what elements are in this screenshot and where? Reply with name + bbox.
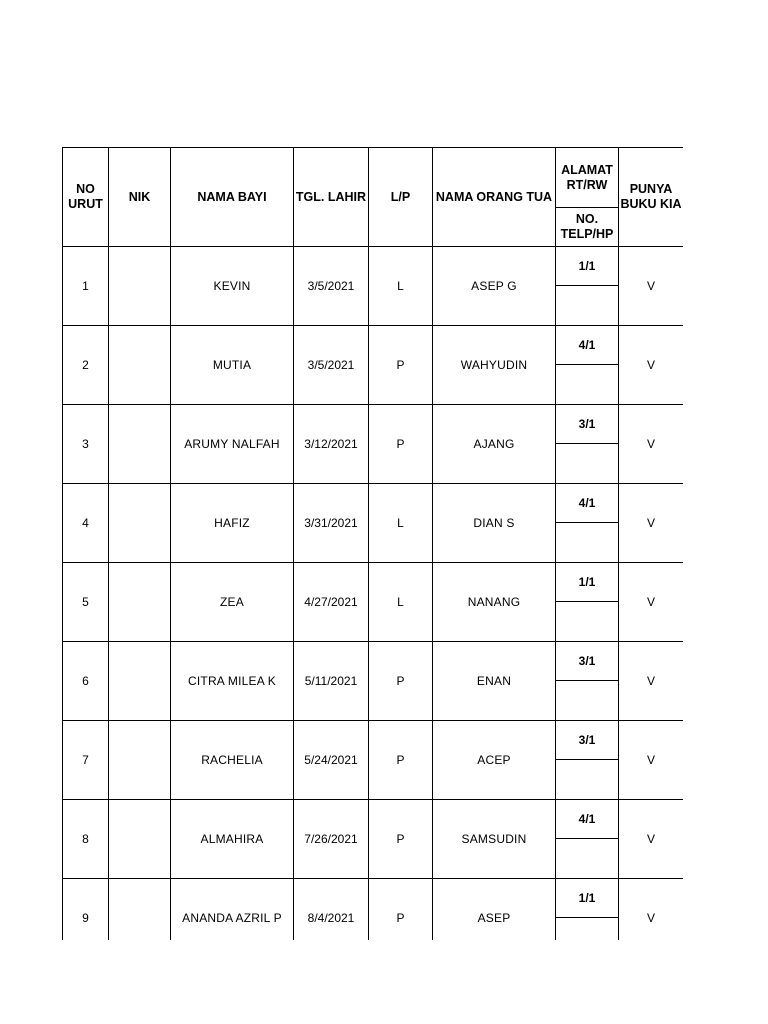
cell-alamat-rt-rw: 3/1 <box>556 642 619 681</box>
cell-punya-buku-kia: V <box>619 405 684 484</box>
cell-lp: P <box>369 642 433 721</box>
cell-punya-buku-kia: V <box>619 879 684 941</box>
cell-tgl-lahir: 8/4/2021 <box>294 879 369 941</box>
cell-no-urut: 9 <box>63 879 109 941</box>
table-row <box>63 721 684 760</box>
cell-tgl-lahir: 3/12/2021 <box>294 405 369 484</box>
cell-lp: P <box>369 326 433 405</box>
table-viewport <box>62 147 683 940</box>
cell-nama-bayi: ANANDA AZRIL P <box>171 879 294 941</box>
cell-punya-buku-kia: V <box>619 642 684 721</box>
cell-nama-bayi: CITRA MILEA K <box>171 642 294 721</box>
header-nama-orang-tua: NAMA ORANG TUA <box>433 148 556 247</box>
header-no-telp: NO. TELP/HP <box>556 208 619 247</box>
cell-nama-bayi: ZEA <box>171 563 294 642</box>
cell-lp: L <box>369 563 433 642</box>
header-nik: NIK <box>109 148 171 247</box>
cell-punya-buku-kia: V <box>619 247 684 326</box>
cell-alamat-rt-rw: 1/1 <box>556 247 619 286</box>
cell-nama-orang-tua: ENAN <box>433 642 556 721</box>
cell-nik <box>109 326 171 405</box>
cell-no-telp <box>556 523 619 563</box>
cell-no-telp <box>556 918 619 941</box>
cell-alamat-rt-rw: 4/1 <box>556 484 619 523</box>
table-row <box>63 642 684 681</box>
cell-punya-buku-kia: V <box>619 800 684 879</box>
header-nama-bayi: NAMA BAYI <box>171 148 294 247</box>
table-body <box>63 247 684 941</box>
cell-no-telp <box>556 839 619 879</box>
cell-lp: L <box>369 484 433 563</box>
cell-nama-orang-tua: DIAN S <box>433 484 556 563</box>
cell-alamat-rt-rw: 1/1 <box>556 563 619 602</box>
cell-no-telp <box>556 444 619 484</box>
cell-nama-orang-tua: ASEP <box>433 879 556 941</box>
header-tgl-lahir: TGL. LAHIR <box>294 148 369 247</box>
cell-no-urut: 3 <box>63 405 109 484</box>
cell-nama-bayi: HAFIZ <box>171 484 294 563</box>
cell-nama-bayi: ARUMY NALFAH <box>171 405 294 484</box>
cell-tgl-lahir: 7/26/2021 <box>294 800 369 879</box>
table-row <box>63 247 684 286</box>
cell-punya-buku-kia: V <box>619 721 684 800</box>
cell-nik <box>109 405 171 484</box>
cell-nik <box>109 642 171 721</box>
cell-nama-orang-tua: ASEP G <box>433 247 556 326</box>
cell-punya-buku-kia: V <box>619 326 684 405</box>
cell-nik <box>109 800 171 879</box>
cell-alamat-rt-rw: 4/1 <box>556 800 619 839</box>
cell-punya-buku-kia: V <box>619 563 684 642</box>
cell-nik <box>109 247 171 326</box>
cell-alamat-rt-rw: 3/1 <box>556 721 619 760</box>
cell-nik <box>109 563 171 642</box>
cell-no-telp <box>556 602 619 642</box>
cell-alamat-rt-rw: 4/1 <box>556 326 619 365</box>
cell-lp: P <box>369 800 433 879</box>
cell-tgl-lahir: 5/11/2021 <box>294 642 369 721</box>
cell-lp: P <box>369 879 433 941</box>
cell-nama-orang-tua: NANANG <box>433 563 556 642</box>
table-header <box>63 148 684 247</box>
header-alamat: ALAMAT RT/RW <box>556 148 619 208</box>
table-row <box>63 484 684 523</box>
cell-nama-bayi: ALMAHIRA <box>171 800 294 879</box>
cell-lp: P <box>369 405 433 484</box>
cell-no-urut: 8 <box>63 800 109 879</box>
cell-nama-orang-tua: SAMSUDIN <box>433 800 556 879</box>
cell-lp: P <box>369 721 433 800</box>
cell-nama-orang-tua: ACEP <box>433 721 556 800</box>
cell-no-urut: 5 <box>63 563 109 642</box>
cell-nik <box>109 484 171 563</box>
cell-nama-bayi: KEVIN <box>171 247 294 326</box>
table-row <box>63 800 684 839</box>
table-row <box>63 326 684 365</box>
cell-tgl-lahir: 5/24/2021 <box>294 721 369 800</box>
header-lp: L/P <box>369 148 433 247</box>
table-row <box>63 879 684 918</box>
cell-tgl-lahir: 3/5/2021 <box>294 326 369 405</box>
cell-no-telp <box>556 760 619 800</box>
cell-nama-bayi: MUTIA <box>171 326 294 405</box>
cell-nama-orang-tua: WAHYUDIN <box>433 326 556 405</box>
cell-no-urut: 1 <box>63 247 109 326</box>
cell-no-urut: 6 <box>63 642 109 721</box>
header-punya-buku-kia: PUNYA BUKU KIA <box>619 148 684 247</box>
cell-lp: L <box>369 247 433 326</box>
header-row-top <box>63 148 684 208</box>
table-row <box>63 405 684 444</box>
cell-no-urut: 4 <box>63 484 109 563</box>
cell-alamat-rt-rw: 1/1 <box>556 879 619 918</box>
cell-no-telp <box>556 286 619 326</box>
cell-nama-orang-tua: AJANG <box>433 405 556 484</box>
table-row <box>63 563 684 602</box>
infant-register-table <box>62 147 683 940</box>
cell-alamat-rt-rw: 3/1 <box>556 405 619 444</box>
cell-no-telp <box>556 365 619 405</box>
cell-tgl-lahir: 3/5/2021 <box>294 247 369 326</box>
cell-tgl-lahir: 3/31/2021 <box>294 484 369 563</box>
cell-nama-bayi: RACHELIA <box>171 721 294 800</box>
cell-punya-buku-kia: V <box>619 484 684 563</box>
cell-nik <box>109 879 171 941</box>
cell-no-urut: 2 <box>63 326 109 405</box>
header-no-urut: NO URUT <box>63 148 109 247</box>
cell-nik <box>109 721 171 800</box>
cell-tgl-lahir: 4/27/2021 <box>294 563 369 642</box>
cell-no-telp <box>556 681 619 721</box>
cell-no-urut: 7 <box>63 721 109 800</box>
